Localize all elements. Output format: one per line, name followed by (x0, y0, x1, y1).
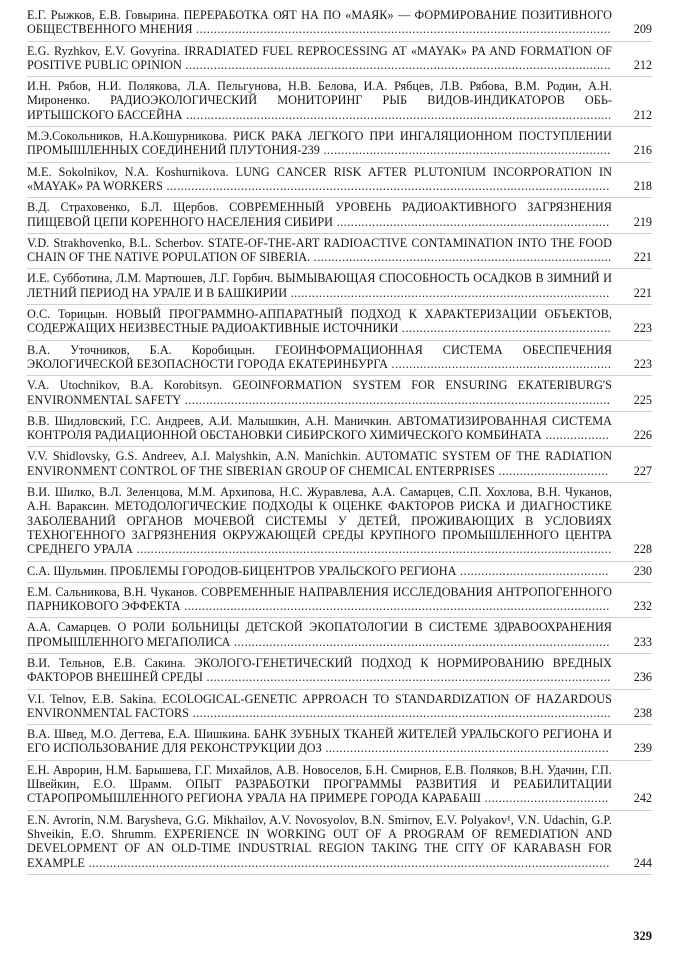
dot-leader: ............................... (494, 463, 609, 478)
toc-entry-text (27, 564, 612, 578)
entry-authors: V.I. Telnov, E.B. Sakina. (27, 691, 157, 706)
entry-page-number: 212 (633, 57, 652, 72)
toc-entry-text (27, 656, 612, 685)
dot-leader: ............................................................................................................................. (162, 178, 610, 193)
toc-entry (27, 198, 652, 234)
entry-page-number: 239 (633, 741, 652, 756)
entry-title: ПЕРЕРАБОТКА ОЯТ НА ПО «МАЯК» — ФОРМИРОВАНИЕ ПОЗИТИВНОГО ОБЩЕСТВЕННОГО МНЕНИЯ (27, 8, 612, 37)
entry-title: СОВРЕМЕННЫЙ УРОВЕНЬ РАДИОАКТИВНОГО ЗАГРЯЗНЕНИЯ ПИЩЕВОЙ ЦЕПИ КОРЕННОГО НАСЕЛЕНИЯ СИБИРИ (27, 200, 612, 229)
entry-page-number: 221 (633, 285, 652, 300)
entry-title: ОПЫТ РАЗРАБОТКИ ПРОГРАММЫ РАЗВИТИЯ И РЕАБИЛИТАЦИИ СТАРОПРОМЫШЛЕННОГО РЕГИОНА УРАЛА НА ПРИМЕРЕ ГОРОДА КАРАБАШ (27, 777, 612, 806)
toc-entry-text (27, 307, 612, 336)
entry-authors: Е.Г. Рыжков, Е.В. Говырина. (27, 8, 180, 22)
dot-leader: .................................................................................... (310, 250, 612, 265)
dot-leader: ...................................................................................................................................... (132, 542, 612, 557)
toc-entry (27, 811, 652, 875)
entry-title: ECOLOGICAL-GENETIC APPROACH TO STANDARDIZATION OF HAZARDOUS ENVIRONMENTAL FACTORS (27, 691, 612, 720)
toc-entry-text (27, 620, 612, 649)
entry-title: МЕТОДОЛОГИЧЕСКИЕ ПОДХОДЫ К ОЦЕНКЕ ФАКТОРОВ РИСКА И ДИАГНОСТИКЕ ЗАБОЛЕВАНИЙ ОРГАНОВ МОЧЕВОЙ СИСТЕМЫ У ДЕТЕЙ, ПРОЖИВАЮЩИХ В УСЛОВИЯХ ТЕХНОГЕННОГО ЗАГРЯЗНЕНИЯ ОКРУЖАЮЩЕЙ СРЕДЫ КРУПНОГО ПРОМЫШЛЕННОГО ЦЕНТРА СРЕДНЕГО УРАЛА (27, 499, 612, 557)
dot-leader: ........................................................................................................................ (181, 57, 612, 72)
toc-entry-text (27, 763, 612, 806)
toc-entry (27, 412, 652, 448)
entry-authors: А.А. Самарцев. (27, 620, 112, 635)
entry-page-number: 209 (633, 22, 652, 37)
entry-page-number: 218 (633, 178, 652, 193)
toc-entry-text (27, 585, 612, 614)
entry-title: LUNG CANCER RISK AFTER PLUTONIUM INCORPORATION IN «MAYAK» PA WORKERS (27, 164, 612, 193)
entry-page-number: 228 (633, 542, 652, 557)
dot-leader: ................................................................................................................................................... (84, 855, 610, 870)
dot-leader: ................................... (480, 791, 609, 806)
toc-entry-text (27, 485, 612, 556)
entry-authors: Е.М. Сальникова, В.Н. Чуканов. (27, 584, 198, 599)
entry-authors: М.Э.Сокольников, Н.А.Кошурникова. (27, 129, 228, 144)
entry-authors: V.D. Strakhovenko, B.L. Scherbov. (27, 235, 204, 250)
entry-page-number: 238 (633, 705, 652, 720)
toc-entry (27, 654, 652, 690)
dot-leader: ........................................................................................................................ (181, 392, 611, 407)
entry-title: ЭКОЛОГО-ГЕНЕТИЧЕСКИЙ ПОДХОД К НОРМИРОВАНИЮ ВРЕДНЫХ ФАКТОРОВ ВНЕШНЕЙ СРЕДЫ (27, 655, 612, 685)
dot-leader: .............................................................. (388, 356, 612, 371)
entry-authors: E.G. Ryzhkov, E.V. Govyrina. (27, 43, 180, 58)
entry-title: РИСК РАКА ЛЕГКОГО ПРИ ИНГАЛЯЦИОННОМ ПОСТУПЛЕНИИ ПРОМЫШЛЕННЫХ СОЕДИНЕНИЙ ПЛУТОНИЯ-239 (27, 129, 612, 158)
toc-entry-text (27, 449, 612, 478)
entry-authors: В.В. Шидловский, Г.С. Андреев, А.И. Малышкин, А.Н. Маничкин. (27, 413, 392, 428)
entry-title: ГЕОИНФОРМАЦИОННАЯ СИСТЕМА ОБЕСПЕЧЕНИЯ ЭКОЛОГИЧЕСКОЙ БЕЗОПАСНОСТИ ГОРОДА ЕКАТЕРИНБУРГА (27, 342, 613, 371)
entry-page-number: 216 (633, 143, 652, 158)
dot-leader: .......................................................................................... (287, 285, 610, 300)
entry-title: РАДИОЭКОЛОГИЧЕСКИЙ МОНИТОРИНГ РЫБ ВИДОВ-ИНДИКАТОРОВ ОБЬ-ИРТЫШСКОГО БАССЕЙНА (27, 93, 612, 122)
entry-page-number: 223 (633, 356, 652, 371)
entry-title: НОВЫЙ ПРОГРАММНО-АППАРАТНЫЙ ПОДХОД К ХАРАКТЕРИЗАЦИИ ОБЪЕКТОВ, СОДЕРЖАЩИХ НЕИЗВЕСТНЫЕ РАДИОАКТИВНЫЕ ИСТОЧНИКИ (27, 307, 612, 336)
entry-title: АВТОМАТИЗИРОВАННАЯ СИСТЕМА КОНТРОЛЯ РАДИАЦИОННОЙ ОБСТАНОВКИ СИБИРСКОГО ХИМИЧЕСКОГО КОМБИНАТА (27, 413, 612, 443)
entry-authors: В.И. Тельнов, Е.В. Сакина. (27, 655, 186, 670)
entry-authors: О.С. Торицын. (27, 307, 108, 322)
entry-title: СОВРЕМЕННЫЕ НАПРАВЛЕНИЯ ИССЛЕДОВАНИЯ АНТРОПОГЕННОГО ПАРНИКОВОГО ЭФФЕКТА (27, 584, 612, 614)
entry-authors: V.V. Shidlovsky, G.S. Andreev, A.I. Malyshkin, A.N. Manichkin. (27, 449, 361, 464)
toc-entry (27, 562, 652, 583)
entry-page-number: 226 (633, 428, 652, 443)
entry-page-number: 219 (633, 214, 652, 229)
entry-title: ПРОБЛЕМЫ ГОРОДОВ-БИЦЕНТРОВ УРАЛЬСКОГО РЕГИОНА (110, 563, 457, 578)
toc-entry-text (27, 129, 612, 158)
entry-title: ВЫМЫВАЮЩАЯ СПОСОБНОСТЬ ОСАДКОВ В ЗИМНИЙ И ЛЕТНИЙ ПЕРИОД НА УРАЛЕ И В БАШКИРИИ (27, 271, 612, 300)
entry-authors: В.А. Уточников, Б.А. Коробицын. (27, 342, 256, 357)
toc-entry (27, 234, 652, 270)
toc-entry (27, 447, 652, 483)
toc-entry (27, 269, 652, 305)
entry-page-number: 236 (633, 670, 652, 685)
dot-leader: .......................................... (456, 563, 609, 578)
entry-page-number: 212 (633, 107, 652, 122)
entry-authors: Е.Н. Аврорин, Н.М. Барышева, Г.Г. Михайлов, А.В. Новоселов, Б.Н. Смирнов, Е.В. Поляков, В.Н. Удачин, Г.П. Швейкин, Е.О. Шрамм. (27, 762, 612, 792)
toc-entry-text (27, 165, 612, 194)
entry-title: AUTOMATIC SYSTEM OF THE RADIATION ENVIRONMENT CONTROL OF THE SIBERIAN GROUP OF CHEMICAL ENTERPRISES (27, 449, 612, 478)
entry-page-number: 223 (633, 321, 652, 336)
dot-leader: .................................................................................................................. (202, 670, 611, 685)
toc-entry-text (27, 236, 612, 265)
entry-authors: E.N. Avrorin, N.M. Barysheva, G.G. Mikhailov, A.V. Novosyolov, B.N. Smirnov, E.V. Polyakov¹, V.N. Udachin, G.P. Shveikin, E.O. Shrumm. (27, 812, 612, 841)
toc-entry-text (27, 200, 612, 229)
dot-leader: ........................................................................................................................ (180, 599, 610, 614)
entry-authors: И.Н. Рябов, Н.И. Полякова, Л.А. Пельгунова, Н.В. Белова, И.А. Рябцев, Л.В. Рябова, В.М. Родин, А.Н. Мироненко. (27, 79, 612, 108)
toc-entry (27, 761, 652, 811)
entry-title: EXPERIENCE IN WORKING OUT OF A PROGRAM OF REMEDIATION AND DEVELOPMENT OF AN OLD-TIME INDUSTRIAL REGION TAKING THE CITY OF KARABASH FOR EXAMPLE (27, 826, 612, 870)
entry-authors: В.Д. Страховенко, Б.Л. Щербов. (27, 200, 219, 215)
dot-leader: ............................................................................. (333, 214, 610, 229)
entry-authors: И.Е. Субботина, Л.М. Мартюшев, Л.Г. Горбич. (27, 271, 274, 286)
entry-title: STATE-OF-THE-ART RADIOACTIVE CONTAMINATION INTO THE FOOD CHAIN OF THE NATIVE POPULATION OF SIBERIA. (27, 235, 612, 265)
dot-leader: ........................................................................................................................ (182, 107, 612, 122)
entry-page-number: 232 (633, 599, 652, 614)
entry-title: О РОЛИ БОЛЬНИЦЫ ДЕТСКОЙ ЭКОПАТОЛОГИИ В СИСТЕМЕ ЗДРАВООХРАНЕНИЯ ПРОМЫШЛЕННОГО МЕГАПОЛИСА (27, 620, 612, 649)
dot-leader: .......................................................................................................... (230, 634, 610, 649)
entry-title: БАНК ЗУБНЫХ ТКАНЕЙ ЖИТЕЛЕЙ УРАЛЬСКОГО РЕГИОНА И ЕГО ИСПОЛЬЗОВАНИЕ ДЛЯ РЕКОНСТРУКЦИИ ДОЗ (27, 727, 613, 756)
entry-authors: M.E. Sokolnikov, N.A. Koshurnikova. (27, 164, 229, 179)
toc-entry (27, 583, 652, 619)
toc-entry-text (27, 813, 612, 870)
page-number: 329 (633, 929, 652, 943)
toc-entry (27, 127, 652, 163)
toc-entry-text (27, 271, 612, 300)
entry-authors: В.И. Шилко, В.Л. Зеленцова, М.М. Архипова, Н.С. Журавлева, А.А. Самарцев, С.П. Хохлова, В.Н. Чуканов, А.Н. Вараксин. (27, 485, 612, 514)
toc-entry (27, 305, 652, 341)
entry-page-number: 221 (633, 250, 652, 265)
toc-entry-text (27, 79, 612, 122)
toc-entry (27, 42, 652, 78)
entry-page-number: 242 (633, 791, 652, 806)
entry-authors: V.A. Utochnikov, B.A. Korobitsyn. (27, 378, 223, 393)
toc-entry (27, 690, 652, 726)
toc-entry-text (27, 692, 612, 721)
entry-page-number: 230 (633, 563, 652, 578)
toc-entry (27, 725, 652, 761)
toc-entry-text (27, 8, 612, 37)
toc-entry-text (27, 727, 612, 756)
dot-leader: .................. (541, 428, 610, 443)
dot-leader: ........................................................... (398, 321, 612, 336)
toc-entry (27, 483, 652, 561)
toc-entry (27, 77, 652, 127)
entry-page-number: 227 (633, 463, 652, 478)
entry-page-number: 244 (633, 855, 652, 870)
dot-leader: ..................................................................................................................... (192, 22, 612, 37)
toc-entry (27, 376, 652, 412)
dot-leader: ................................................................................. (319, 143, 611, 158)
toc-entry-text (27, 378, 612, 407)
entry-page-number: 233 (633, 634, 652, 649)
toc-entry (27, 341, 652, 377)
toc-entry-text (27, 343, 612, 372)
dot-leader: ................................................................................ (321, 741, 610, 756)
entry-authors: В.А. Швед, М.О. Дегтева, Е.А. Шишкина. (27, 727, 251, 742)
entry-authors: С.А. Шульмин. (27, 563, 108, 578)
toc-entry (27, 6, 652, 42)
entry-page-number: 225 (633, 392, 652, 407)
dot-leader: ...................................................................................................................... (189, 705, 612, 720)
entry-title: IRRADIATED FUEL REPROCESSING AT «MAYAK» PA AND FORMATION OF POSITIVE PUBLIC OPINION (27, 43, 612, 72)
table-of-contents (0, 6, 679, 875)
entry-title: GEOINFORMATION SYSTEM FOR ENSURING EKATERIBURG'S ENVIRONMENTAL SAFETY (27, 378, 612, 407)
toc-entry (27, 618, 652, 654)
toc-entry-text (27, 44, 612, 73)
toc-entry (27, 163, 652, 199)
toc-entry-text (27, 414, 612, 443)
